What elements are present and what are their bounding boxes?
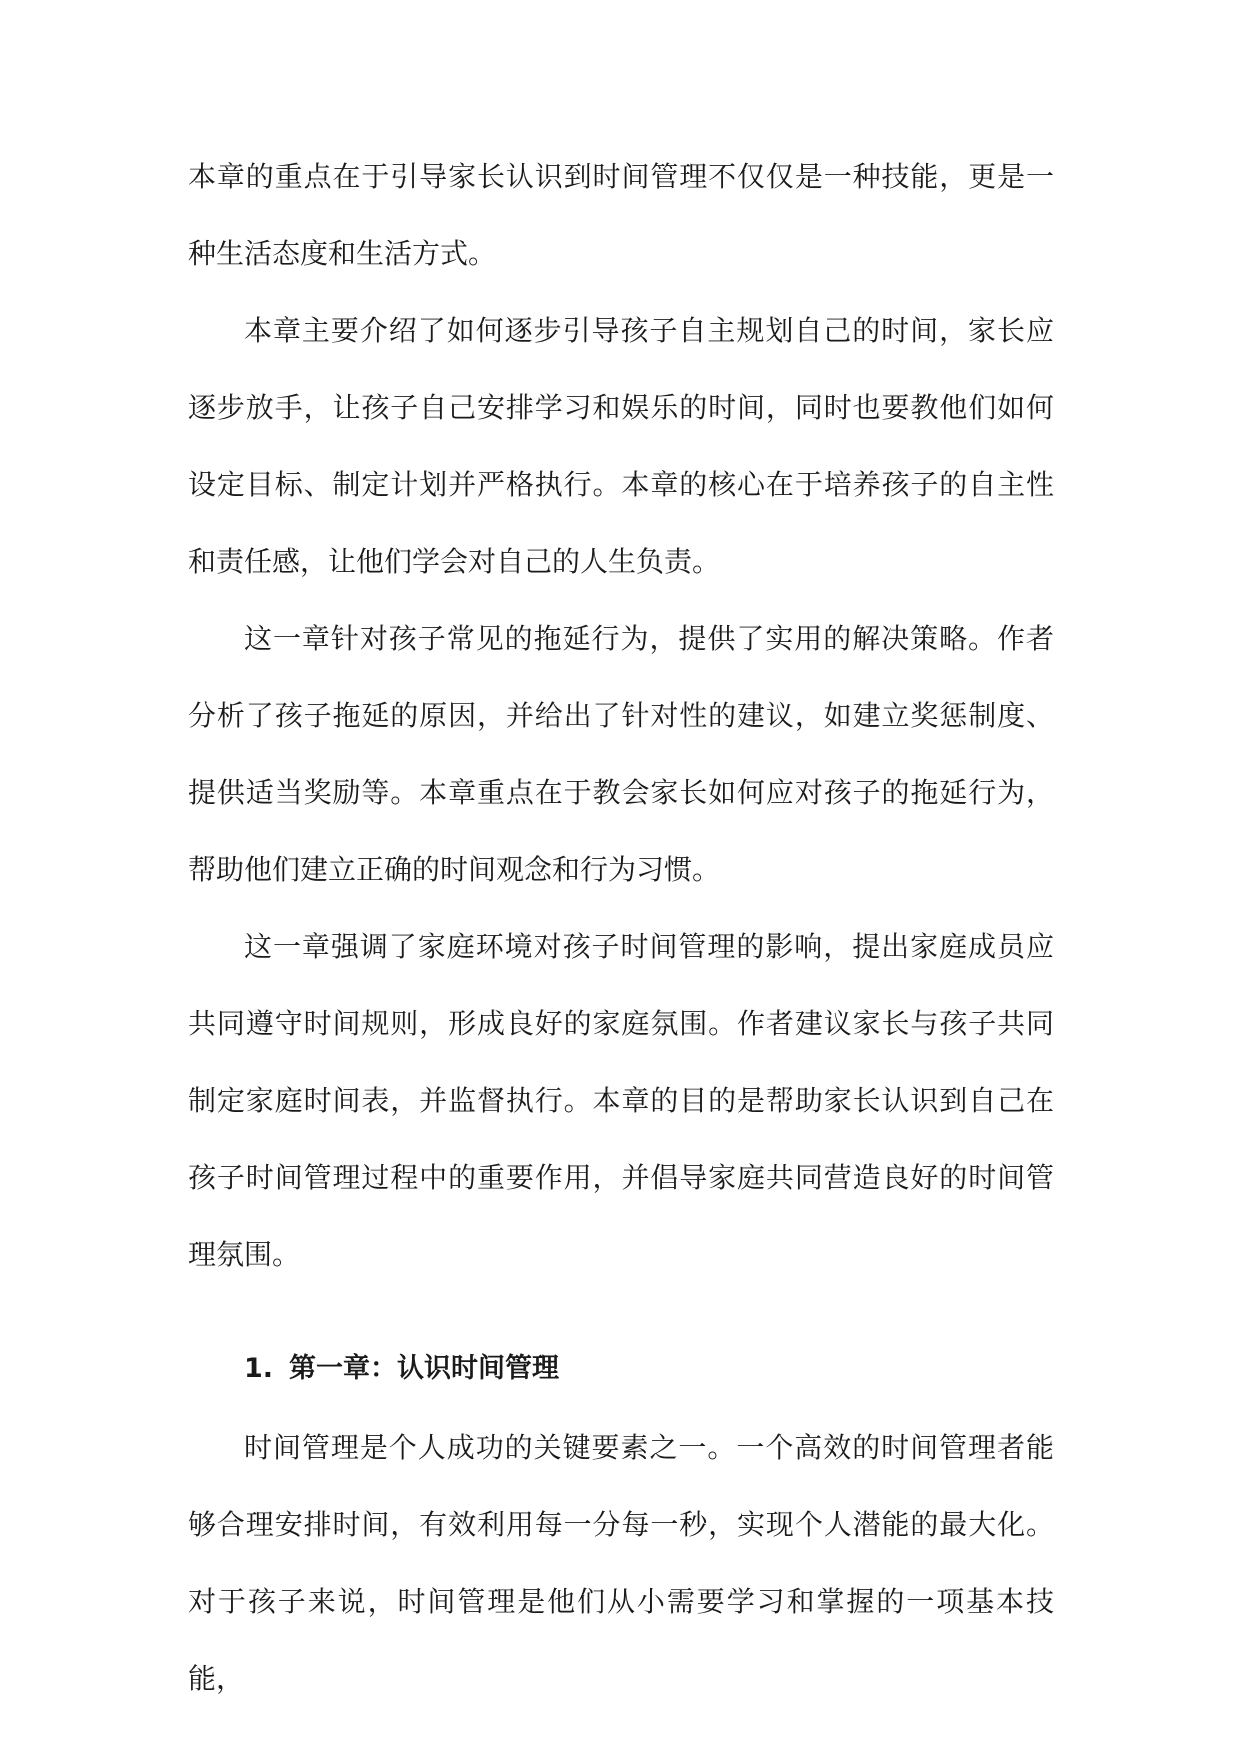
paragraph-chapter-intro: 时间管理是个人成功的关键要素之一。一个高效的时间管理者能够合理安排时间，有效利用每一分每一秒，实现个人潜能的最大化。对于孩子来说，时间管理是他们从小需要学习和掌握的一项基本技能， [188, 1431, 1054, 1695]
text-column [188, 138, 1054, 1717]
paragraph-self-planning: 本章主要介绍了如何逐步引导孩子自主规划自己的时间，家长应逐步放手，让孩子自己安排学习和娱乐的时间，同时也要教他们如何设定目标、制定计划并严格执行。本章的核心在于培养孩子的自主性和责任感，让他们学会对自己的人生负责。 [188, 314, 1054, 578]
chapter-title: 第一章：认识时间管理 [289, 1353, 560, 1384]
chapter-heading [188, 1329, 1054, 1409]
paragraph-procrastination: 这一章针对孩子常见的拖延行为，提供了实用的解决策略。作者分析了孩子拖延的原因，并给出了针对性的建议，如建立奖惩制度、提供适当奖励等。本章重点在于教会家长如何应对孩子的拖延行为，帮助他们建立正确的时间观念和行为习惯。 [188, 622, 1054, 886]
chapter-number: 1. [244, 1353, 274, 1384]
paragraph-continuation: 本章的重点在于引导家长认识到时间管理不仅仅是一种技能，更是一种生活态度和生活方式。 [188, 160, 1054, 270]
paragraph-family-environment: 这一章强调了家庭环境对孩子时间管理的影响，提出家庭成员应共同遵守时间规则，形成良好的家庭氛围。作者建议家长与孩子共同制定家庭时间表，并监督执行。本章的目的是帮助家长认识到自己在孩子时间管理过程中的重要作用，并倡导家庭共同营造良好的时间管理氛围。 [188, 930, 1054, 1271]
